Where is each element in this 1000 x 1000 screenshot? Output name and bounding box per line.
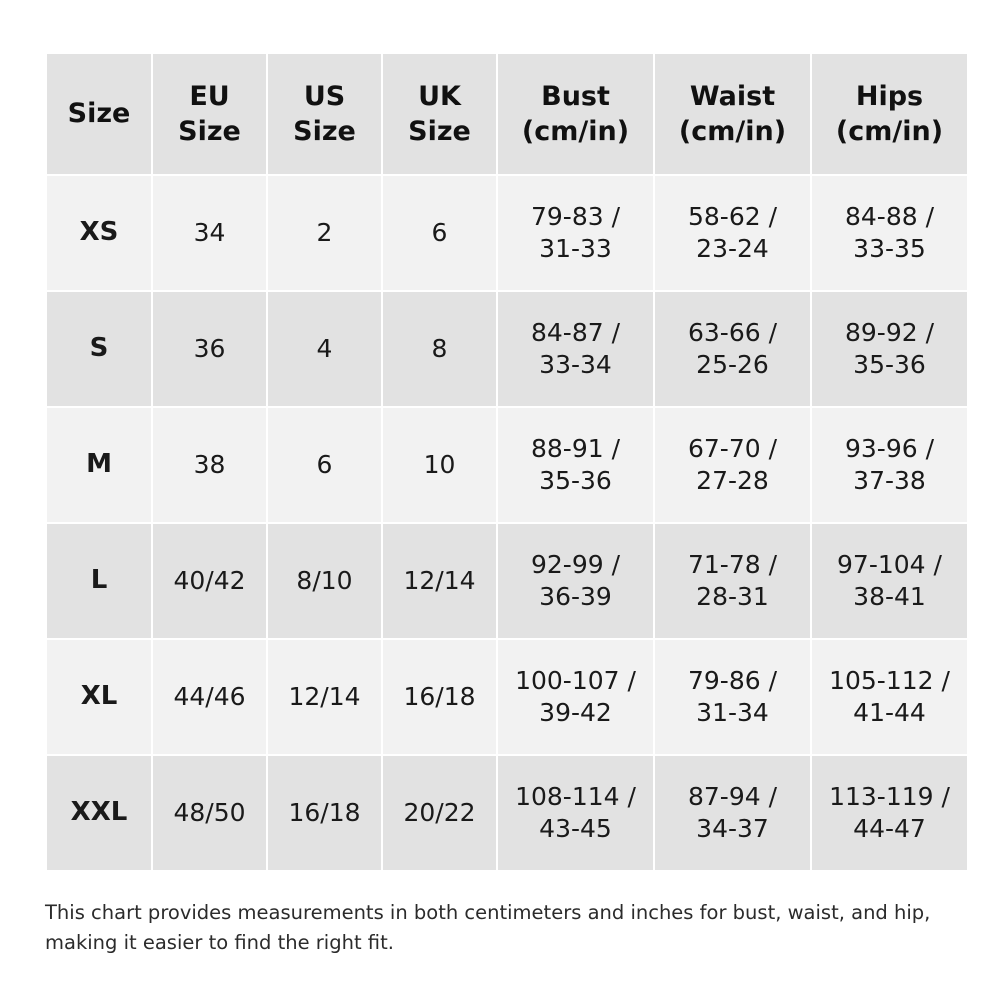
cell-bust-line1: 79-83 / bbox=[530, 201, 620, 231]
cell-bust bbox=[498, 408, 653, 522]
cell-hips bbox=[812, 408, 967, 522]
cell-us: 6 bbox=[268, 408, 381, 522]
column-header-uk-size bbox=[383, 54, 496, 174]
cell-waist-line1: 58-62 / bbox=[687, 201, 777, 231]
cell-hips-line1: 97-104 / bbox=[837, 549, 942, 579]
cell-us: 8/10 bbox=[268, 524, 381, 638]
cell-hips-line2: 35-36 bbox=[853, 350, 926, 379]
cell-hips-line2: 38-41 bbox=[853, 582, 926, 611]
cell-bust-line2: 33-34 bbox=[539, 350, 612, 379]
cell-hips-line1: 93-96 / bbox=[844, 433, 934, 463]
cell-hips-line1: 89-92 / bbox=[844, 317, 934, 347]
cell-waist-line2: 27-28 bbox=[696, 466, 769, 495]
cell-waist bbox=[655, 640, 810, 754]
cell-waist-line1: 67-70 / bbox=[687, 433, 777, 463]
table-header bbox=[47, 54, 967, 174]
cell-bust-line1: 88-91 / bbox=[530, 433, 620, 463]
cell-bust bbox=[498, 292, 653, 406]
table-row bbox=[47, 292, 967, 406]
cell-size: XXL bbox=[47, 756, 151, 870]
cell-waist-line1: 87-94 / bbox=[687, 781, 777, 811]
column-header-waist-line2: (cm/in) bbox=[678, 116, 787, 147]
cell-size: XL bbox=[47, 640, 151, 754]
cell-us: 4 bbox=[268, 292, 381, 406]
column-header-eu-line2: Size bbox=[178, 116, 241, 147]
cell-uk: 16/18 bbox=[383, 640, 496, 754]
column-header-bust-line2: (cm/in) bbox=[521, 116, 630, 147]
cell-size: S bbox=[47, 292, 151, 406]
cell-eu: 38 bbox=[153, 408, 266, 522]
cell-eu: 44/46 bbox=[153, 640, 266, 754]
cell-hips-line1: 84-88 / bbox=[844, 201, 934, 231]
cell-waist bbox=[655, 292, 810, 406]
cell-hips-line2: 33-35 bbox=[853, 234, 926, 263]
cell-bust bbox=[498, 640, 653, 754]
cell-waist bbox=[655, 524, 810, 638]
cell-bust bbox=[498, 524, 653, 638]
column-header-bust-line1: Bust bbox=[541, 80, 610, 112]
cell-size: M bbox=[47, 408, 151, 522]
column-header-hips-line2: (cm/in) bbox=[835, 116, 944, 147]
cell-bust bbox=[498, 756, 653, 870]
cell-hips-line2: 44-47 bbox=[853, 814, 926, 843]
cell-hips-line1: 113-119 / bbox=[829, 781, 950, 811]
cell-eu: 36 bbox=[153, 292, 266, 406]
cell-hips-line2: 37-38 bbox=[853, 466, 926, 495]
size-chart-table bbox=[45, 52, 969, 872]
column-header-size-line1: Size bbox=[67, 98, 131, 130]
cell-bust-line2: 31-33 bbox=[539, 234, 612, 263]
table-body bbox=[47, 176, 967, 870]
cell-eu: 34 bbox=[153, 176, 266, 290]
cell-bust-line1: 100-107 / bbox=[515, 665, 636, 695]
cell-waist-line2: 28-31 bbox=[696, 582, 769, 611]
cell-bust-line1: 108-114 / bbox=[515, 781, 636, 811]
cell-hips bbox=[812, 292, 967, 406]
cell-size: XS bbox=[47, 176, 151, 290]
cell-eu: 48/50 bbox=[153, 756, 266, 870]
table-row bbox=[47, 408, 967, 522]
cell-waist bbox=[655, 756, 810, 870]
column-header-us-line1: US bbox=[303, 80, 346, 112]
chart-footnote: This chart provides measurements in both centimeters and inches for bust, waist, and hip, making it easier to find the right fit. bbox=[45, 901, 931, 955]
column-header-waist-line1: Waist bbox=[689, 80, 776, 112]
cell-hips bbox=[812, 176, 967, 290]
table-row bbox=[47, 756, 967, 870]
cell-bust bbox=[498, 176, 653, 290]
column-header-hips-line1: Hips bbox=[855, 80, 924, 112]
column-header-eu-size bbox=[153, 54, 266, 174]
column-header-us-line2: Size bbox=[293, 116, 356, 147]
cell-hips bbox=[812, 640, 967, 754]
cell-uk: 10 bbox=[383, 408, 496, 522]
cell-waist bbox=[655, 408, 810, 522]
cell-waist-line2: 31-34 bbox=[696, 698, 769, 727]
column-header-hips bbox=[812, 54, 967, 174]
cell-uk: 8 bbox=[383, 292, 496, 406]
table-row bbox=[47, 640, 967, 754]
cell-uk: 6 bbox=[383, 176, 496, 290]
cell-waist-line2: 34-37 bbox=[696, 814, 769, 843]
column-header-us-size bbox=[268, 54, 381, 174]
column-header-eu-line1: EU bbox=[189, 80, 230, 112]
cell-uk: 20/22 bbox=[383, 756, 496, 870]
table-row bbox=[47, 176, 967, 290]
cell-bust-line1: 84-87 / bbox=[530, 317, 620, 347]
cell-hips bbox=[812, 524, 967, 638]
cell-eu: 40/42 bbox=[153, 524, 266, 638]
cell-us: 12/14 bbox=[268, 640, 381, 754]
cell-bust-line2: 36-39 bbox=[539, 582, 612, 611]
column-header-uk-line1: UK bbox=[418, 80, 461, 112]
cell-uk: 12/14 bbox=[383, 524, 496, 638]
cell-bust-line1: 92-99 / bbox=[530, 549, 620, 579]
cell-waist bbox=[655, 176, 810, 290]
cell-us: 2 bbox=[268, 176, 381, 290]
column-header-waist bbox=[655, 54, 810, 174]
cell-waist-line2: 25-26 bbox=[696, 350, 769, 379]
cell-hips-line2: 41-44 bbox=[853, 698, 926, 727]
cell-hips-line1: 105-112 / bbox=[829, 665, 950, 695]
cell-waist-line1: 63-66 / bbox=[687, 317, 777, 347]
cell-waist-line1: 71-78 / bbox=[687, 549, 777, 579]
cell-hips bbox=[812, 756, 967, 870]
cell-waist-line2: 23-24 bbox=[696, 234, 769, 263]
cell-us: 16/18 bbox=[268, 756, 381, 870]
column-header-uk-line2: Size bbox=[408, 116, 471, 147]
column-header-size bbox=[47, 54, 151, 174]
cell-size: L bbox=[47, 524, 151, 638]
cell-bust-line2: 39-42 bbox=[539, 698, 612, 727]
table-row bbox=[47, 524, 967, 638]
table-header-row bbox=[47, 54, 967, 174]
column-header-bust bbox=[498, 54, 653, 174]
cell-waist-line1: 79-86 / bbox=[687, 665, 777, 695]
cell-bust-line2: 35-36 bbox=[539, 466, 612, 495]
cell-bust-line2: 43-45 bbox=[539, 814, 612, 843]
